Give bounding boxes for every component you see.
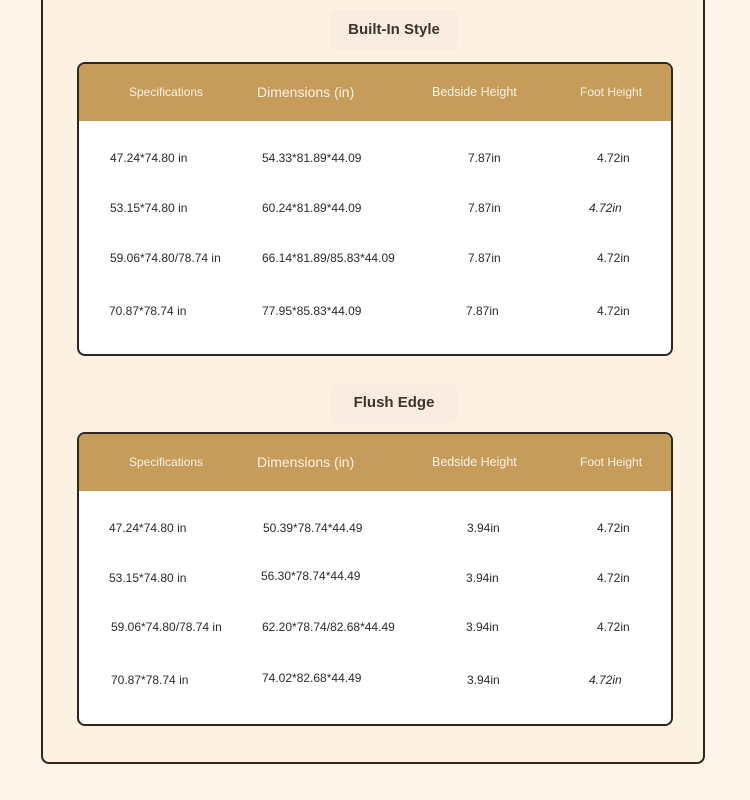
table-row [79, 148, 671, 168]
cell-dimensions: 77.95*85.83*44.09 [262, 304, 362, 318]
header-dimensions: Dimensions (in) [257, 454, 355, 470]
cell-specification: 59.06*74.80/78.74 in [111, 620, 222, 634]
built-in-size-table [77, 62, 673, 356]
table-row [79, 670, 671, 690]
cell-foot-height: 4.72in [589, 673, 622, 687]
cell-bedside-height: 3.94in [467, 673, 500, 687]
cell-dimensions: 66.14*81.89/85.83*44.09 [262, 251, 395, 265]
table-row [79, 518, 671, 538]
cell-bedside-height: 3.94in [466, 620, 499, 634]
cell-bedside-height: 7.87in [468, 251, 501, 265]
section-title-flush-edge: Flush Edge [331, 383, 457, 423]
cell-specification: 47.24*74.80 in [110, 151, 188, 165]
cell-foot-height: 4.72in [597, 620, 630, 634]
cell-specification: 59.06*74.80/78.74 in [110, 251, 221, 265]
header-specifications: Specifications [129, 455, 204, 469]
table-row [79, 248, 671, 268]
header-specifications: Specifications [129, 85, 204, 99]
cell-foot-height: 4.72in [597, 571, 630, 585]
cell-foot-height: 4.72in [597, 151, 630, 165]
flush-edge-size-table [77, 432, 673, 726]
table-row [79, 617, 671, 637]
table-header-row [79, 434, 671, 491]
cell-foot-height: 4.72in [597, 521, 630, 535]
header-foot-height: Foot Height [580, 85, 643, 99]
cell-specification: 53.15*74.80 in [109, 571, 187, 585]
cell-specification: 47.24*74.80 in [109, 521, 187, 535]
cell-dimensions: 54.33*81.89*44.09 [262, 151, 362, 165]
cell-dimensions: 60.24*81.89*44.09 [262, 201, 362, 215]
section-title-built-in: Built-In Style [331, 10, 457, 50]
table-row [79, 568, 671, 588]
cell-bedside-height: 7.87in [468, 201, 501, 215]
cell-bedside-height: 7.87in [468, 151, 501, 165]
cell-bedside-height: 3.94in [466, 571, 499, 585]
header-bedside-height: Bedside Height [432, 455, 517, 469]
header-foot-height: Foot Height [580, 455, 643, 469]
cell-foot-height: 4.72in [597, 251, 630, 265]
cell-dimensions: 62.20*78.74/82.68*44.49 [262, 620, 395, 634]
table-row [79, 301, 671, 321]
cell-bedside-height: 7.87in [466, 304, 499, 318]
cell-specification: 70.87*78.74 in [109, 304, 187, 318]
table-row [79, 198, 671, 218]
cell-dimensions: 56.30*78.74*44.49 [261, 569, 361, 583]
cell-foot-height: 4.72in [597, 304, 630, 318]
table-header-row [79, 64, 671, 121]
header-dimensions: Dimensions (in) [257, 84, 355, 100]
cell-bedside-height: 3.94in [467, 521, 500, 535]
cell-dimensions: 50.39*78.74*44.49 [263, 521, 363, 535]
cell-dimensions: 74.02*82.68*44.49 [262, 671, 362, 685]
cell-specification: 70.87*78.74 in [111, 673, 189, 687]
cell-foot-height: 4.72in [589, 201, 622, 215]
cell-specification: 53.15*74.80 in [110, 201, 188, 215]
header-bedside-height: Bedside Height [432, 85, 517, 99]
